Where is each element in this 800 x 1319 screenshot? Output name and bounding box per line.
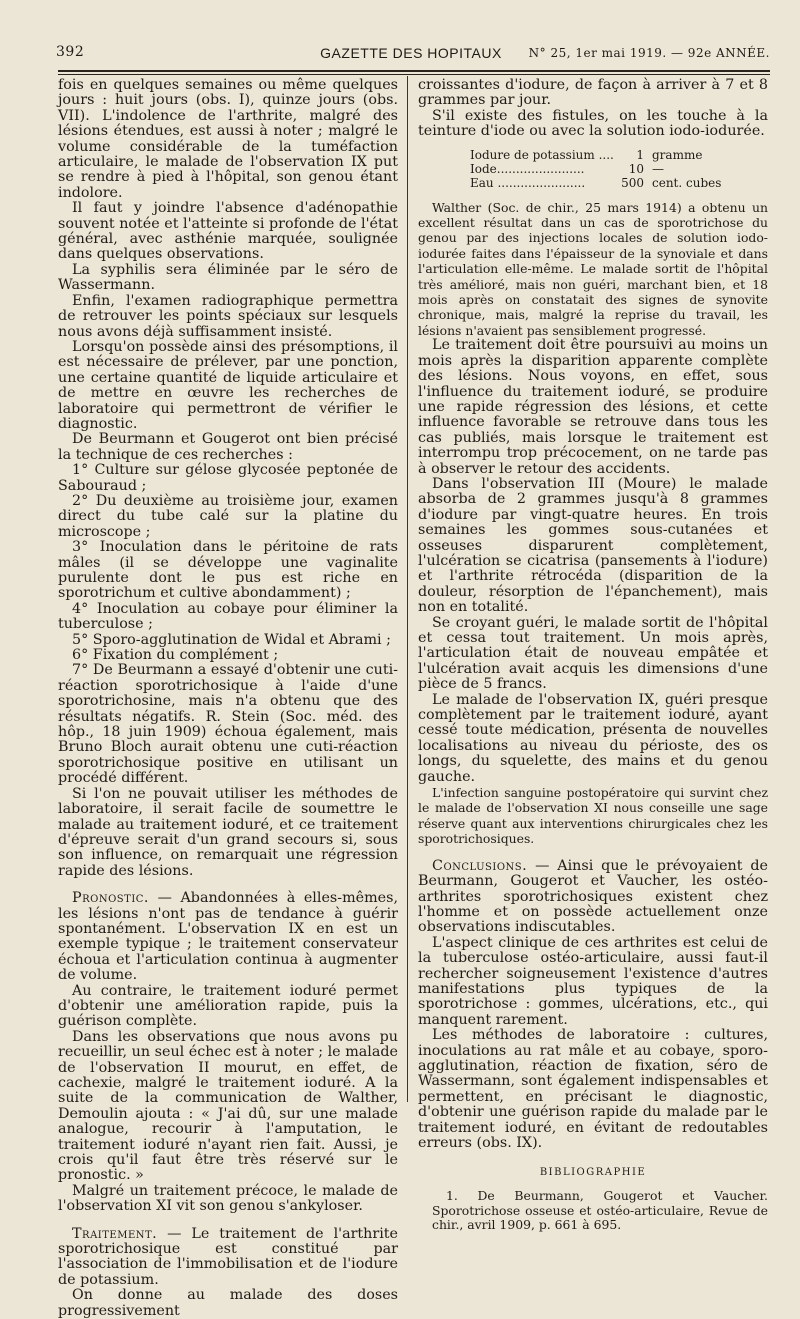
- bibliography-heading: BIBLIOGRAPHIE: [539, 1167, 647, 1179]
- list-item: 6° Fixation du complément ;: [72, 647, 279, 664]
- right-column: [418, 78, 768, 1233]
- section-heading: Traitement.: [72, 1225, 158, 1242]
- paragraph: Au contraire, le traitement ioduré permet d'obtenir une amélioration rapide, puis la guérison complète.: [58, 982, 398, 1030]
- paragraph: Dans l'observation III (Moure) le malade absorba de 2 grammes jusqu'à 8 grammes d'iodure par vingt-quatre heures. En trois semaines les gommes sous-cutanées et osseuses disparurent complètement, l'ulcération se cicatrisa (pansements à l'iodure) et l'arthrite rétrocéda (disparition de la douleur, résorption de l'épanchement), mais non en totalité.: [418, 475, 768, 616]
- section-heading: Conclusions.: [432, 857, 528, 874]
- paragraph: Walther (Soc. de chir., 25 mars 1914) a obtenu un excellent résultat dans un cas de sporotrichose du genou par des injections locales de solution iodo-iodurée faites dans l'épaisseur de la synoviale et dans l'articulation elle-même. Le malade sortit de l'hôpital très amélioré, mais non guéri, marchant bien, et 18 mois après on constatait des signes de synovite chronique, mais, malgré la reprise du travail, les lésions n'avaient pas sensiblement progressé.: [418, 199, 768, 338]
- paragraph: S'il existe des fistules, on les touche à la teinture d'iode ou avec la solution iodo-iodurée.: [418, 107, 768, 140]
- paragraph: La syphilis sera éliminée par le séro de Wassermann.: [58, 261, 398, 294]
- list-item: 7° De Beurmann a essayé d'obtenir une cuti-réaction sporotrichosique à l'aide d'une sporotrichosine, mais n'a obtenu que des résultats négatifs. R. Stein (Soc. méd. des hôp., 18 juin 1909) échoua également, mais Bruno Bloch aurait obtenu une cuti-réaction sporotrichosique positive en utilisant un procédé différent.: [58, 662, 398, 787]
- formula-row: Iode....................... 10 —: [470, 161, 664, 176]
- formula-row: Eau ....................... 500 cent. cubes: [470, 175, 722, 190]
- list-item: 2° Du deuxième au troisième jour, examen direct du tube calé sur la platine du microscope ;: [58, 492, 398, 540]
- paragraph: Le traitement doit être poursuivi au moins un mois après la disparition apparente complète des lésions. Nous voyons, en effet, sous l'influence du traitement ioduré, se produire une rapide régression des lésions, et cette influence favorable se retrouve dans tous les cas publiés, mais lorsque le traitement est interrompu trop précocement, on ne tarde pas à observer le retour des accidents.: [418, 337, 768, 477]
- paragraph: Dans les observations que nous avons pu recueillir, un seul échec est à noter ; le malade de l'observation II mourut, en effet, de cachexie, malgré le traitement ioduré. A la suite de la communication de Walther, Demoulin ajouta : « J'ai dû, sur une malade analogue, recourir à l'amputation, le traitement ioduré n'ayant rien fait. Aussi, je crois qu'il faut être très réservé sur le pronostic. »: [58, 1028, 398, 1184]
- paragraph: Le malade de l'observation IX, guéri presque complètement par le traitement ioduré, ayant cessé toute médication, présenta de nouvelles localisations au niveau du périoste, des os longs, du squelette, des mains et du genou gauche.: [418, 691, 768, 785]
- paragraph: Se croyant guéri, le malade sortit de l'hôpital et cessa tout traitement. Un mois après, l'articulation était de nouveau empâtée et l'ulcération avait acquis les dimensions d'une pièce de 5 francs.: [418, 614, 768, 693]
- paragraph: De Beurmann et Gougerot ont bien précisé la technique de ces recherches :: [58, 431, 398, 463]
- section-paragraph-pronostic: Pronostic. — Abandonnées à elles-mêmes, les lésions n'ont pas de tendance à guérir spontanément. L'observation IX en est un exemple typique ; le traitement conservateur échoua et l'articulation continua à augmenter de volume.: [58, 890, 398, 984]
- paragraph: Les méthodes de laboratoire : cultures, inoculations au rat mâle et au cobaye, sporo-agglutination, réaction de fixation, séro de Wassermann, sont également indispensables et permettent, en précisant le diagnostic, d'obtenir une guérison rapide du malade par le traitement ioduré, en évitant de redoutables erreurs (obs. IX).: [418, 1027, 768, 1151]
- paragraph: L'infection sanguine postopératoire qui survint chez le malade de l'observation XI nous conseille une sage réserve quant aux interventions chirurgicales chez les sporotrichosiques.: [418, 785, 768, 847]
- list-item: 1° Culture sur gélose glycosée peptonée de Sabouraud ;: [58, 462, 398, 494]
- paragraph: croissantes d'iodure, de façon à arriver à 7 et 8 grammes par jour.: [418, 77, 768, 109]
- paragraph: Si l'on ne pouvait utiliser les méthodes de laboratoire, il serait facile de soumettre le malade au traitement ioduré, et ce traitement d'épreuve serait d'un grand secours si, sous son influence, on remarquait une régression rapide des lésions.: [58, 785, 398, 879]
- list-item: 5° Sporo-agglutination de Widal et Abrami ;: [72, 631, 391, 648]
- header-rule-thick: [58, 70, 770, 72]
- paragraph: Il faut y joindre l'absence d'adénopathie souvent notée et l'atteinte si profonde de l'état général, avec asthénie marquée, soulignée dans quelques observations.: [58, 200, 398, 263]
- section-paragraph-conclusions: Conclusions. — Ainsi que le prévoyaient de Beurmann, Gougerot et Vaucher, les ostéo-arthrites sporotrichosiques existent chez l'homme et on possède actuellement onze observations indiscutables.: [418, 857, 768, 936]
- section-paragraph-traitement: Traitement. — Le traitement de l'arthrite sporotrichosique est constitué par l'association de l'immobilisation et de l'iodure de potassium.: [58, 1225, 398, 1288]
- paragraph: On donne au malade des doses progressivement: [58, 1287, 398, 1319]
- bibliography-entry: 1. De Beurmann, Gougerot et Vaucher. Sporotrichose osseuse et ostéo-articulaire, Revue de chir., avril 1909, p. 661 à 695.: [432, 1187, 768, 1233]
- list-item: 4° Inoculation au cobaye pour éliminer la tuberculose ;: [58, 600, 398, 633]
- section-heading: Pronostic.: [72, 890, 149, 907]
- paragraph: L'aspect clinique de ces arthrites est celui de la tuberculose ostéo-articulaire, aussi faut-il rechercher soigneusement l'existence d'autres manifestations plus typiques de la sporotrichose : gommes, ulcérations, etc., qui manquent rarement.: [418, 934, 768, 1028]
- paragraph: fois en quelques semaines ou même quelques jours : huit jours (obs. I), quinze jours (obs. VII). L'indolence de l'arthrite, malgré des lésions étendues, est aussi à noter ; malgré le volume considérable de la tuméfaction articulaire, le malade de l'observation IX put se rendre à pied à l'hôpital, son genou étant indolore.: [58, 77, 398, 201]
- column-divider: [407, 76, 408, 1102]
- header-rule-thin: [58, 74, 770, 75]
- paragraph: Enfin, l'examen radiographique permettra de retrouver les points spéciaux sur lesquels nous avons déjà suffisamment insisté.: [58, 292, 398, 340]
- list-item: 3° Inoculation dans le péritoine de rats mâles (il se développe une vaginalite purulente dont le pus est riche en sporotrichum et cultive abondamment) ;: [58, 539, 398, 602]
- page-header: [52, 38, 770, 68]
- paragraph: Lorsqu'on possède ainsi des présomptions, il est nécessaire de prélever, par une ponction, une certaine quantité de liquide articulaire et de mettre en œuvre les recherches de laboratoire qui permettront de vérifier le diagnostic.: [58, 338, 398, 432]
- issue-info: N° 25, 1er mai 1919. — 92e ANNÉE.: [528, 46, 770, 60]
- left-column: [58, 78, 398, 1319]
- paragraph: Malgré un traitement précoce, le malade de l'observation XI vit son genou s'ankyloser.: [58, 1182, 398, 1215]
- page-number: 392: [56, 44, 85, 60]
- journal-title: GAZETTE DES HOPITAUX: [320, 45, 502, 61]
- formula-row: Iodure de potassium .... 1 gramme: [470, 147, 703, 162]
- prescription-formula: [470, 148, 730, 190]
